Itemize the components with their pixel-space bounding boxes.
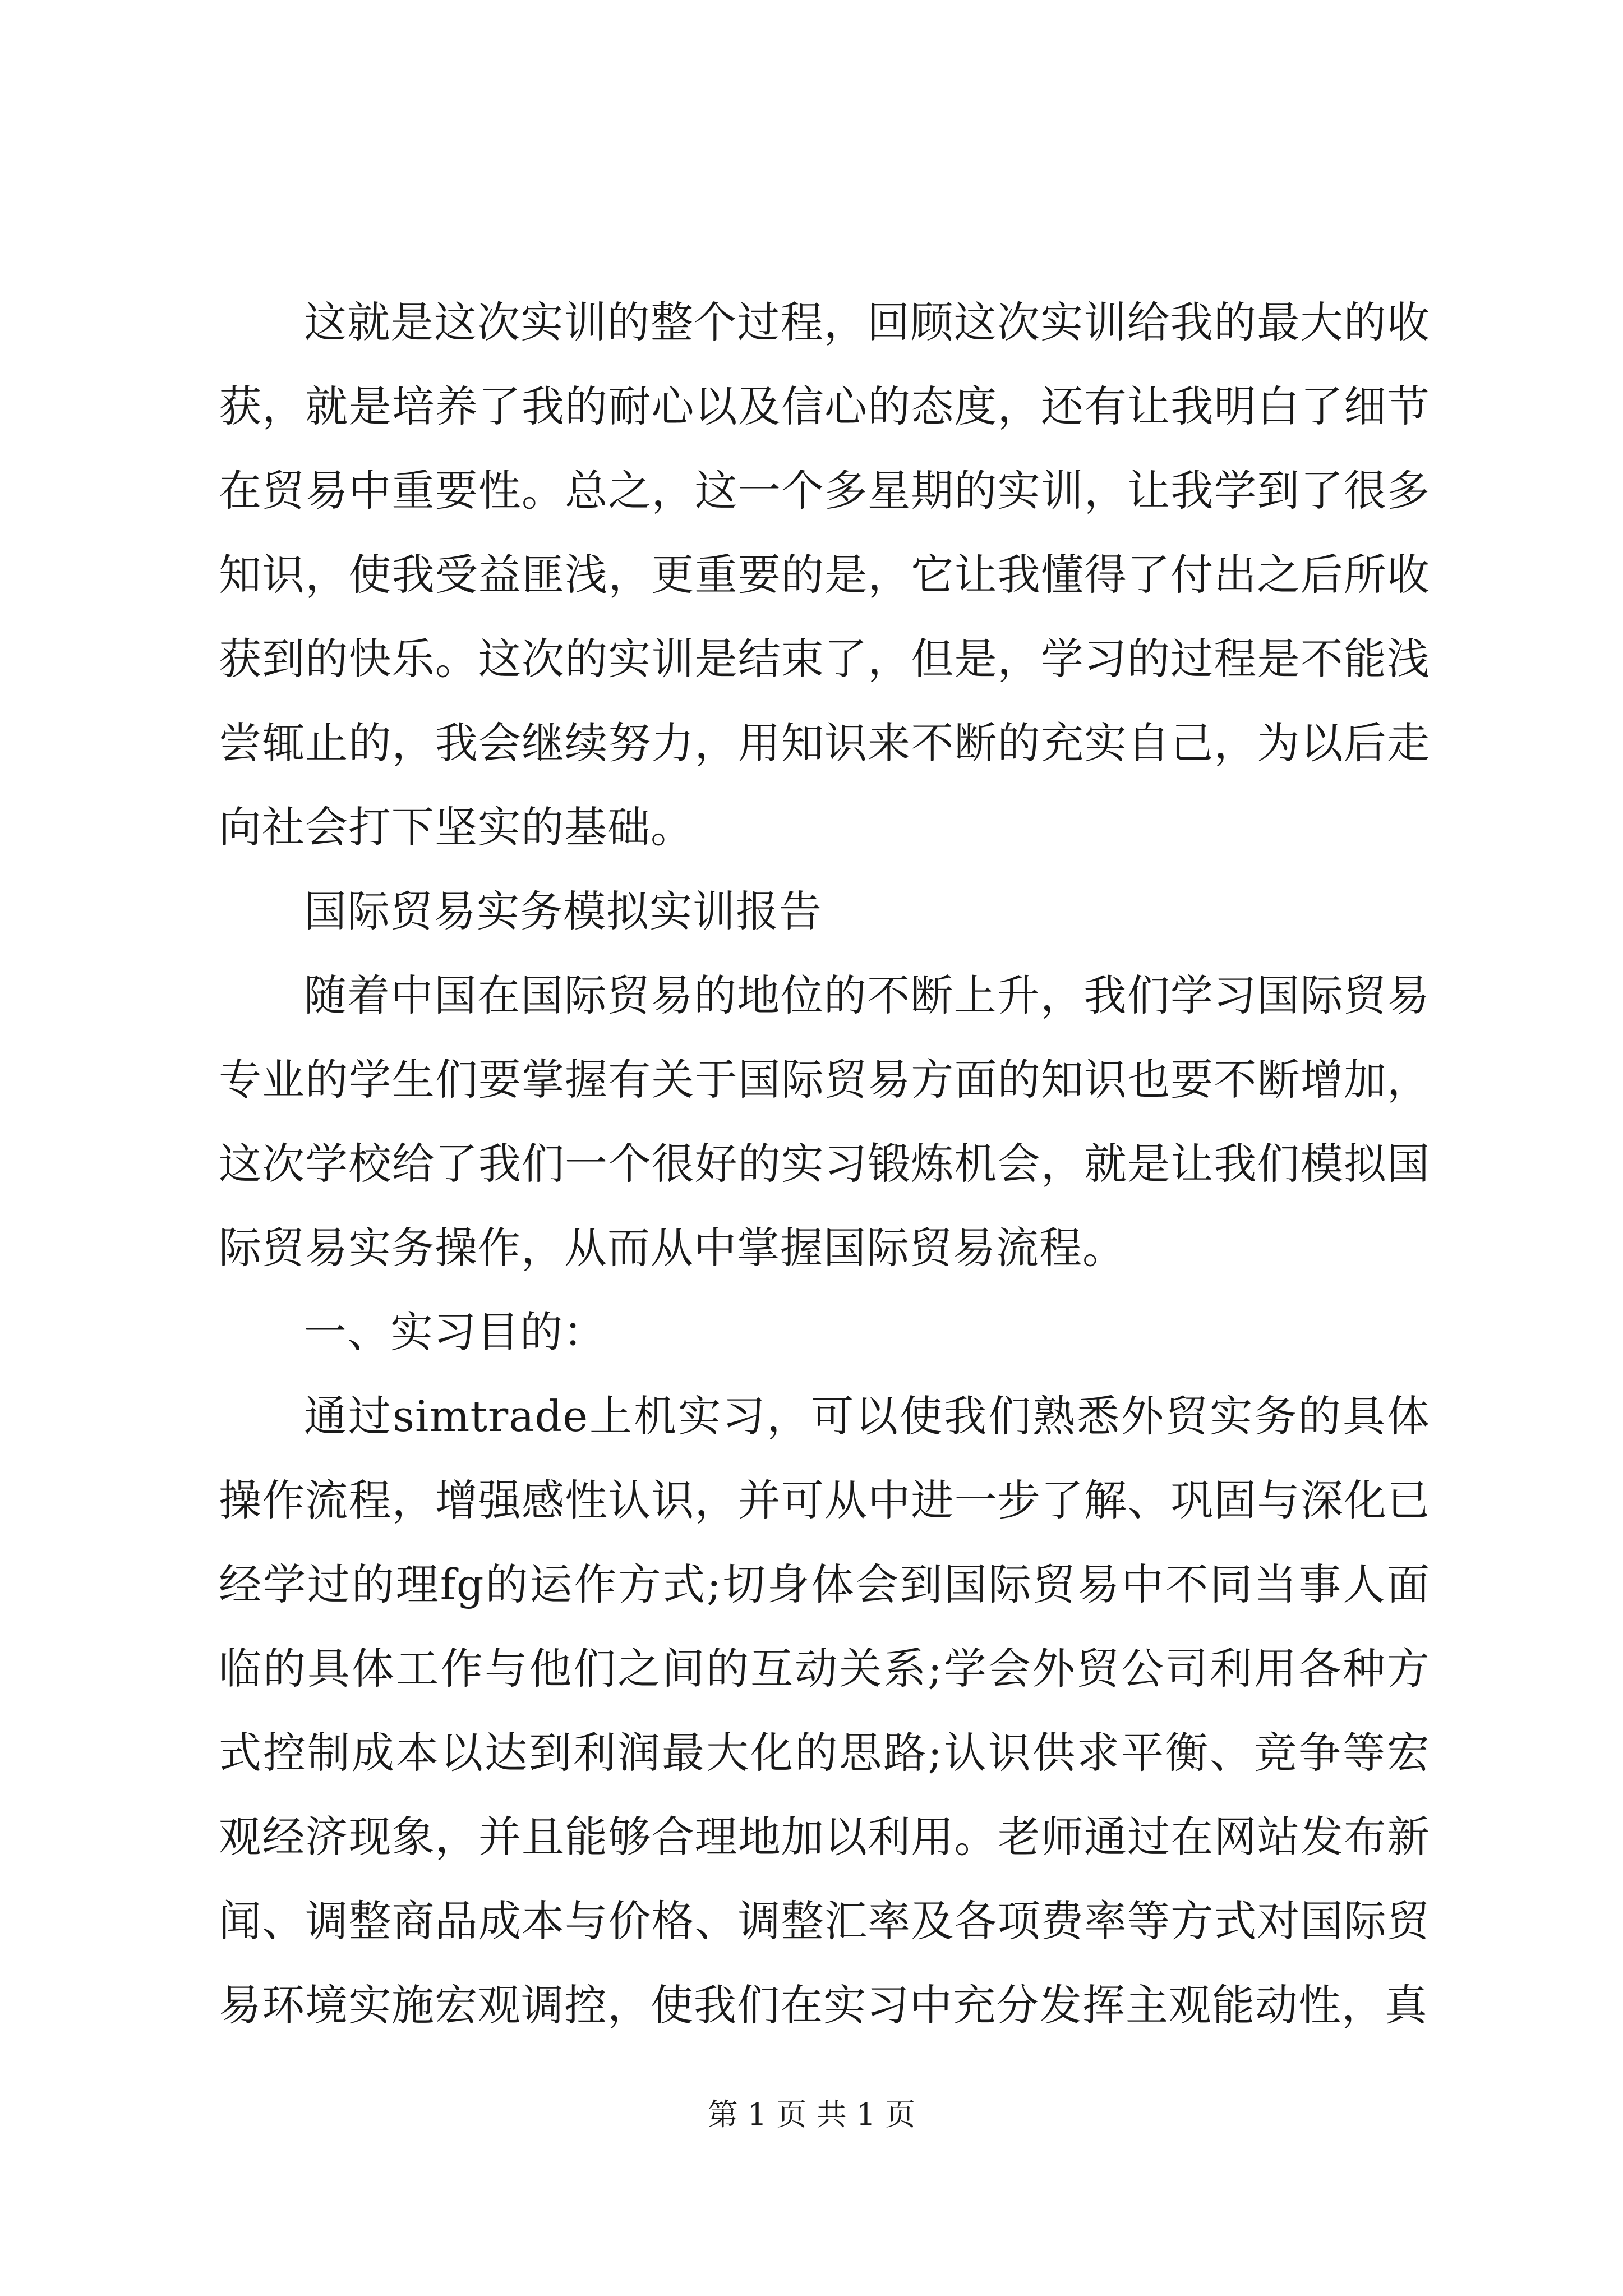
paragraph-report-title: 国际贸易实务模拟实训报告 bbox=[304, 886, 822, 936]
document-body bbox=[219, 280, 1430, 2047]
paragraph-section-heading: 一、实习目的： bbox=[304, 1307, 606, 1357]
paragraph-summary: 这就是这次实训的整个过程，回顾这次实训给我的最大的收获，就是培养了我的耐心以及信心的态度，还有让我明白了细节在贸易中重要性。总之，这一个多星期的实训，让我学到了很多知识，使我受益匪浅，更重要的是，它让我懂得了付出之后所收获到的快乐。这次的实训是结束了，但是，学习的过程是不能浅尝辄止的，我会继续努力，用知识来不断的充实自己，为以后走向社会打下坚实的基础。 bbox=[219, 297, 1430, 852]
paragraph-introduction: 随着中国在国际贸易的地位的不断上升，我们学习国际贸易专业的学生们要掌握有关于国际贸易方面的知识也要不断增加，这次学校给了我们一个很好的实习锻炼机会，就是让我们模拟国际贸易实务操作，从而从中掌握国际贸易流程。 bbox=[219, 970, 1430, 1273]
page-number-footer: 第 1 页 共 1 页 bbox=[707, 2097, 916, 2132]
paragraph-purpose: 通过simtrade上机实习，可以使我们熟悉外贸实务的具体操作流程，增强感性认识，并可从中进一步了解、巩固与深化已经学过的理fg的运作方式;切身体会到国际贸易中不同当事人面临的具体工作与他们之间的互动关系;学会外贸公司利用各种方式控制成本以达到利润最大化的思路;认识供求平衡、竞争等宏观经济现象，并且能够合理地加以利用。老师通过在网站发布新闻、调整商品成本与价格、调整汇率及各项费率等方式对国际贸易环境实施宏观调控，使我们在实习中充分发挥主观能动性，真 bbox=[219, 1391, 1430, 2030]
